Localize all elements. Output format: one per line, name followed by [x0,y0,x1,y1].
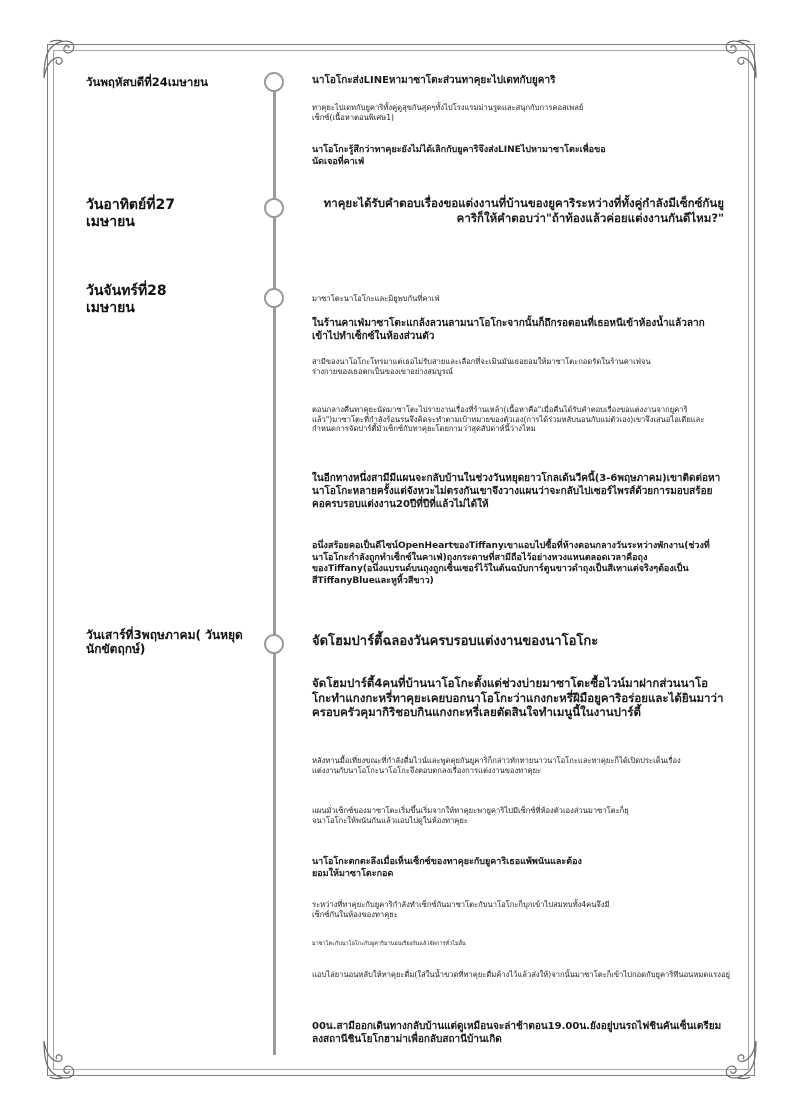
corner-ornament-bottom-left [40,1037,86,1083]
timeline-entry: นาโอโกะส่งLINEหามาซาโตะส่วนทาคุยะไปเดทกับยูคาริ [312,75,556,86]
timeline-date: วันเสาร์ที่3พฤษภาคม( วันหยุดนักขัตฤกษ์) [86,628,243,657]
timeline-entry: ทาคุยะได้รับคำตอบเรื่องขอแต่งงานที่บ้านของยูคาริระหว่างที่ทั้งคู่กำลังมีเซ็กซ์กันยูคาริก็ให้คำตอบว่า"ถ้าท้องแล้วค่อยแต่งงานกันดีไหม?" [323,196,724,225]
timeline-line [273,80,276,1055]
timeline-date: วันจันทร์ที่28 เมษายน [86,283,167,316]
timeline-node [264,634,284,654]
timeline-entry: แผนมั่วเซ็กซ์ของมาซาโตะเริ่มขึ้นเริ่มจากให้ทาคุยะพายูคาริไปมีเซ็กซ์ที่ห้องตัวเองส่วนมาซาโตะก็ยุจนาโอโกะให้พนันกันแล้วแอบไปดูในห้องทาคุยะ [312,806,629,825]
timeline-entry: ระหว่างที่ทาคุยะกับยูคาริกำลังทำเซ็กซ์กันมาซาโตะกับนาโอโกะก็บุกเข้าไปสมทบทั้ง4คนจึงมีเซ็กซ์กันในห้องของทาคุยะ [312,900,610,919]
timeline-entry: นาโอโกะตกตะลึงเมื่อเห็นเซ็กซ์ของทาคุยะกับยูคาริเธอแพ้พนันและต้องยอมให้มาซาโตะกอด [312,857,582,879]
timeline-entry: 00น.สามีออกเดินทางกลับบ้านแต่ดูเหมือนจะล่าช้าตอน19.00น.ยังอยู่บนรถไฟชินคันเซ็นเตรียมลงสถานีชินโยโกฮาม่าเพื่อกลับสถานีบ้านเกิด [312,1021,722,1045]
timeline-date: วันพฤหัสบดีที่24เมษายน [86,75,208,89]
timeline-entry: สามีของนาโอโกะโทรมาแต่เธอไม่รับสายและเลือกที่จะเมินมันเธอยอมให้มาซาโตะกอดรัดในร้านคาเฟ่จนร่างกายของเธอตกเป็นของเขาอย่างสมบูรณ์ [312,357,651,376]
timeline-entry: ตอนกลางคืนทาคุยะนัดมาซาโตะไปรายงานเรื่องที่ร้านเหล้า(เนื้อหาคือ"เมื่อคืนได้รับคำตอบเรื่องขอแต่งงานจากยูคาริแล้ว")มาซาโตะที่กำลังร้อนรนจึงคิดจะทำตามเป้าหมายของตัวเอง(การได้ร่วมหลับนอนกับแม่ตัวเอง)เขาจึงเสนอไอเดียและกำหนดการจัดปาร์ตี้มั่วเซ็กซ์กับทาคุยะโดยกามว่าสุดสัปดาห์นี้ว่างไหม [312,405,705,434]
timeline-entry: จัดโฮมปาร์ตี้4คนที่บ้านนาโอโกะตั้งแต่ช่วงบ่ายมาซาโตะซื้อไวน์มาฝากส่วนนาโอโกะทำแกงกะหรี่ทาคุยะเคยบอกนาโอโกะว่าแกงกะหรี่ฝีมือยูคาริอร่อยและได้ยินมาว่าครอบครัวคุมากิริชอบกินแกงกะหรี่เลยตัดสินใจทำเมนูนี้ในงานปาร์ตี้ [312,676,724,720]
timeline-node [264,198,284,218]
timeline-entry: มาซาโตะนาโอโกะและมิยูพบกันที่คาเฟ่ [312,294,440,303]
timeline-entry: ในร้านคาเฟ่มาซาโตะแกล้งลวนลามนาโอโกะจากนั้นก็ถึกรอตอนที่เธอหนีเข้าห้องน้ำแล้วลากเข้าไปทำเซ็กซ์ในห้องส่วนตัว [312,318,705,342]
timeline-node [264,288,284,308]
timeline-entry: อนึ่งสร้อยคอเป็นดีไซน์OpenHeartของTiffanyเขาแอบไปซื้อที่ห้างตอนกลางวันระหว่างพักงาน(ช่วงที่นาโอโกะกำลังถูกทำเซ็กซ์ในคาเฟ่)ถุงกระดาษที่สามีถือไว้อย่างหวงแหนตลอดเวลาคือถุงของTiffany(อนึ่งแบรนด์บนถุงถูกเซ็นเซอร์ไว้ในต้นฉบับการ์ตูนขาวดำถุงเป็นสีเทาแต่จริงๆต้องเป็นสีTiffanyBlueและหูหิ้วสีขาว) [312,541,710,586]
timeline-entry: ในอีกทางหนึ่งสามีมีแผนจะกลับบ้านในช่วงวันหยุดยาวโกลเด้นวีคนี้(3-6พฤษภาคม)เขาติดต่อหานาโอโกะหลายครั้งแต่จังหวะไม่ตรงกันเขาจึงวางแผนว่าจะกลับไปเซอร์ไพรส์ด้วยการมอบสร้อยคอครบรอบแต่งงาน20ปีที่ปีที่แล้วไม่ได้ให้ [312,473,721,510]
timeline-node [264,72,284,92]
timeline-entry: ทาคุยะไปเดทกับยูคาริทั้งคู่ดูสุขกันสุดๆทั้งไปโรงแรมม่านรูดและสนุกกับการคอสเพลย์เซ็กซ์(เนื้อหาตอนพิเศษ1) [312,103,584,122]
timeline-entry: มาซาโตะกับนาโอโกะกับยูคาริมานอนเรียงกันแล้วจัดการทั่วไม่อั้น [312,941,466,947]
timeline-entry: หลังทานมื้อเที่ยงขณะที่กำลังดื่มไวน์และพูดคุยกันยูคาริก็กล่าวทักทายนาวนาโอโกะและทาคุยะก็ได้เปิดประเด็นเรื่องแต่งงานกับนาโอโกะนาโอโกะจึงตอบตกลงเรื่องการแต่งงานของทาคุยะ [312,756,681,775]
corner-ornament-top-left [40,36,86,82]
timeline-entry: จัดโฮมปาร์ตี้ฉลองวันครบรอบแต่งงานของนาโอโกะ [312,634,599,649]
timeline-date: วันอาทิตย์ที่27 เมษายน [86,197,175,230]
timeline-entry: แอบไล่ยานอนหลับให้ทาคุยะดื่ม(ใส่ในน้ำขวดที่ทาคุยะดื่มค้างไว้แล้วส่งให้)จากนั้นมาซาโตะก็เข้าไปกอดกับยูคาริทีนอนหมดแรงอยู่ [312,970,730,979]
timeline-entry: นาโอโกะรู้สึกว่าทาคุยะยังไม่ได้เลิกกับยูคาริจึงส่งLINEไปหามาซาโตะเพื่อขอนัดเจอที่คาเฟ่ [312,145,606,167]
